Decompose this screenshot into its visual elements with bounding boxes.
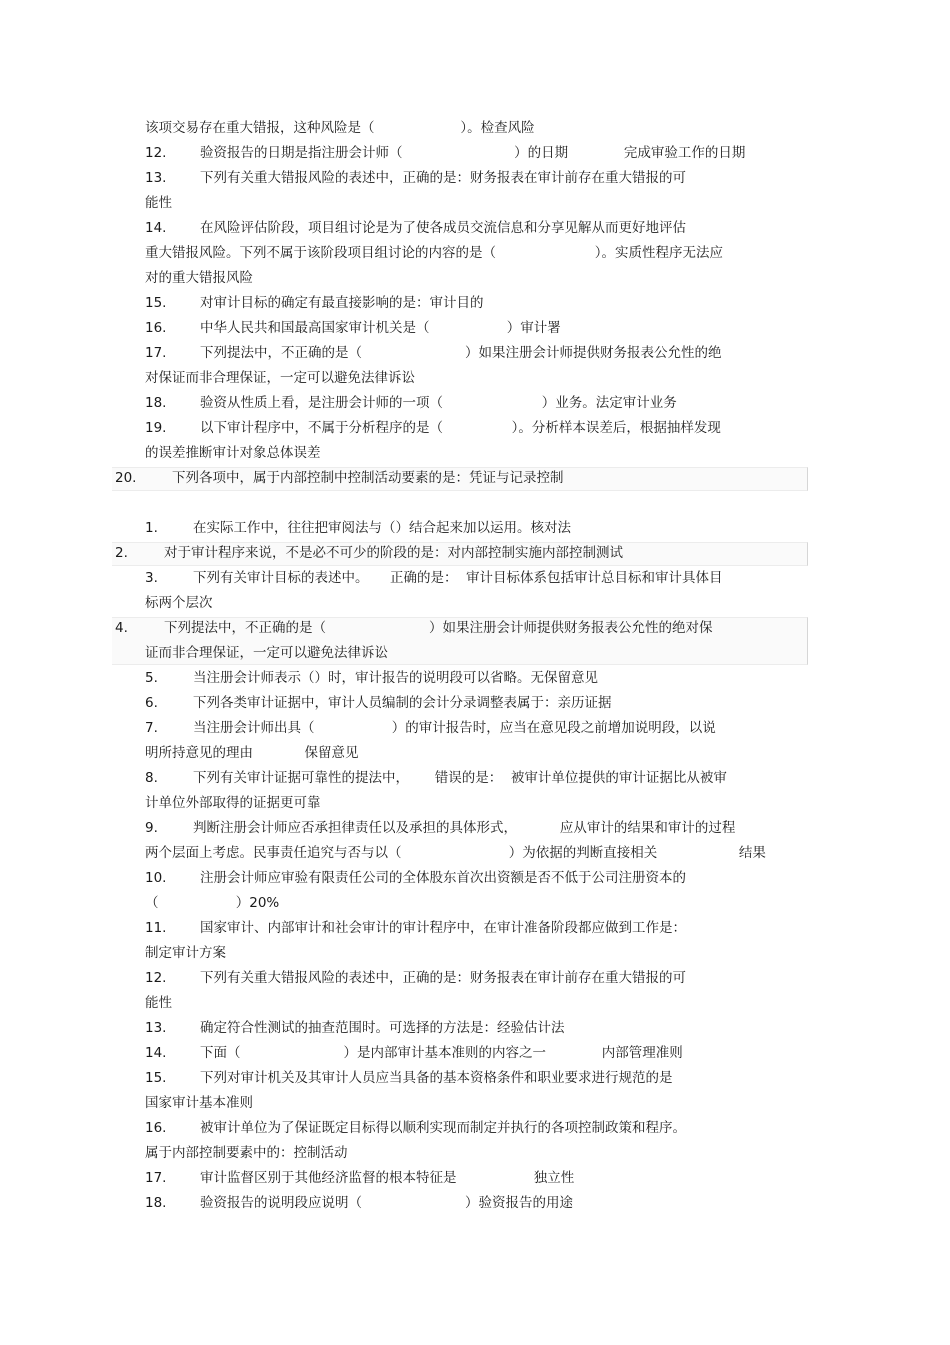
item-number: 13. xyxy=(145,1020,167,1036)
item-text-continued: 的误差推断审计对象总体误差 xyxy=(145,445,321,461)
item-text: 下列各类审计证据中，审计人员编制的会计分录调整表属于：亲历证据 xyxy=(193,695,612,711)
item-text: 被审计单位为了保证既定目标得以顺利实现而制定并执行的各项控制政策和程序。 xyxy=(200,1120,686,1136)
item-number: 15. xyxy=(145,295,167,311)
item-text-continued: 重大错报风险。下列不属于该阶段项目组讨论的内容的是（ ）。实质性程序无法应 xyxy=(145,245,723,261)
item-text: 下列有关审计证据可靠性的提法中， 错误的是： 被审计单位提供的审计证据比从被审 xyxy=(193,770,727,786)
item-text-continued: 对的重大错报风险 xyxy=(145,270,253,286)
item-number: 9. xyxy=(145,820,158,836)
item-number: 12. xyxy=(145,970,167,986)
item-number: 2. xyxy=(115,545,128,561)
item-text-continued: 计单位外部取得的证据更可靠 xyxy=(145,795,321,811)
item-text-continued: （ ）20% xyxy=(145,895,280,911)
item-number: 3. xyxy=(145,570,158,586)
item-text-continued: 证而非合理保证，一定可以避免法律诉讼 xyxy=(145,645,388,661)
item-text: 确定符合性测试的抽查范围时。可选择的方法是：经验估计法 xyxy=(200,1020,565,1036)
item-text: 下面（ ）是内部审计基本准则的内容之一 内部管理准则 xyxy=(200,1045,683,1061)
item-number: 7. xyxy=(145,720,158,736)
item-text: 验资从性质上看，是注册会计师的一项（ ）业务。法定审计业务 xyxy=(200,395,677,411)
item-text: 审计监督区别于其他经济监督的根本特征是 独立性 xyxy=(200,1170,575,1186)
item-number: 17. xyxy=(145,1170,167,1186)
item-number: 10. xyxy=(145,870,167,886)
item-text-continued: 对保证而非合理保证，一定可以避免法律诉讼 xyxy=(145,370,415,386)
item-text: 对于审计程序来说，不是必不可少的阶段的是：对内部控制实施内部控制测试 xyxy=(164,545,623,561)
item-text: 以下审计程序中，不属于分析程序的是（ ）。分析样本误差后，根据抽样发现 xyxy=(200,420,721,436)
item-text: 下列有关审计目标的表述中。 正确的是： 审计目标体系包括审计总目标和审计具体目 xyxy=(193,570,723,586)
item-text-continued: 标两个层次 xyxy=(145,595,213,611)
item-number: 18. xyxy=(145,1195,167,1211)
item-text: 判断注册会计师应否承担律责任以及承担的具体形式， 应从审计的结果和审计的过程 xyxy=(193,820,736,836)
item-number: 15. xyxy=(145,1070,167,1086)
item-text-continued: 制定审计方案 xyxy=(145,945,226,961)
item-number: 1. xyxy=(145,520,158,536)
item-text: 下列有关重大错报风险的表述中，正确的是：财务报表在审计前存在重大错报的可 xyxy=(200,970,686,986)
item-number: 6. xyxy=(145,695,158,711)
item-number: 16. xyxy=(145,320,167,336)
item-number: 12. xyxy=(145,145,167,161)
item-text: 下列各项中，属于内部控制中控制活动要素的是：凭证与记录控制 xyxy=(172,470,564,486)
item-number: 18. xyxy=(145,395,167,411)
item-text-continued: 明所持意见的理由 保留意见 xyxy=(145,745,359,761)
item-text: 中华人民共和国最高国家审计机关是（ ）审计署 xyxy=(200,320,561,336)
item-text: 国家审计、内部审计和社会审计的审计程序中，在审计准备阶段都应做到工作是： xyxy=(200,920,686,936)
item-text-continued: 能性 xyxy=(145,995,172,1011)
item-text-continued: 国家审计基本准则 xyxy=(145,1095,253,1111)
item-number: 16. xyxy=(145,1120,167,1136)
item-text: 注册会计师应审验有限责任公司的全体股东首次出资额是否不低于公司注册资本的 xyxy=(200,870,686,886)
item-text-continued: 属于内部控制要素中的：控制活动 xyxy=(145,1145,348,1161)
item-number: 13. xyxy=(145,170,167,186)
item-number: 8. xyxy=(145,770,158,786)
item-number: 4. xyxy=(115,620,128,636)
item-text: 下列有关重大错报风险的表述中，正确的是：财务报表在审计前存在重大错报的可 xyxy=(200,170,686,186)
item-text-continued: 能性 xyxy=(145,195,172,211)
item-text: 下列提法中，不正确的是（ ）如果注册会计师提供财务报表公允性的绝 xyxy=(200,345,722,361)
item-text: 下列对审计机关及其审计人员应当具备的基本资格条件和职业要求进行规范的是 xyxy=(200,1070,673,1086)
item-number: 14. xyxy=(145,220,167,236)
item-text: 对审计目标的确定有最直接影响的是：审计目的 xyxy=(200,295,484,311)
item-text: 验资报告的说明段应说明（ ）验资报告的用途 xyxy=(200,1195,573,1211)
item-text: 当注册会计师表示（）时，审计报告的说明段可以省略。无保留意见 xyxy=(193,670,598,686)
item-text: 在实际工作中，往往把审阅法与（）结合起来加以运用。核对法 xyxy=(193,520,571,536)
item-text: 下列提法中，不正确的是（ ）如果注册会计师提供财务报表公允性的绝对保 xyxy=(164,620,713,636)
item-text: 该项交易存在重大错报，这种风险是（ ）。检查风险 xyxy=(145,120,535,136)
item-number: 11. xyxy=(145,920,167,936)
item-number: 20. xyxy=(115,470,137,486)
item-text: 验资报告的日期是指注册会计师（ ）的日期 完成审验工作的日期 xyxy=(200,145,746,161)
item-number: 17. xyxy=(145,345,167,361)
item-number: 5. xyxy=(145,670,158,686)
item-text-continued: 两个层面上考虑。民事责任追究与否与以（ ）为依据的判断直接相关 结果 xyxy=(145,845,766,861)
item-text: 在风险评估阶段，项目组讨论是为了使各成员交流信息和分享见解从而更好地评估 xyxy=(200,220,686,236)
item-number: 19. xyxy=(145,420,167,436)
item-number: 14. xyxy=(145,1045,167,1061)
item-text: 当注册会计师出具（ ）的审计报告时，应当在意见段之前增加说明段，以说 xyxy=(193,720,716,736)
